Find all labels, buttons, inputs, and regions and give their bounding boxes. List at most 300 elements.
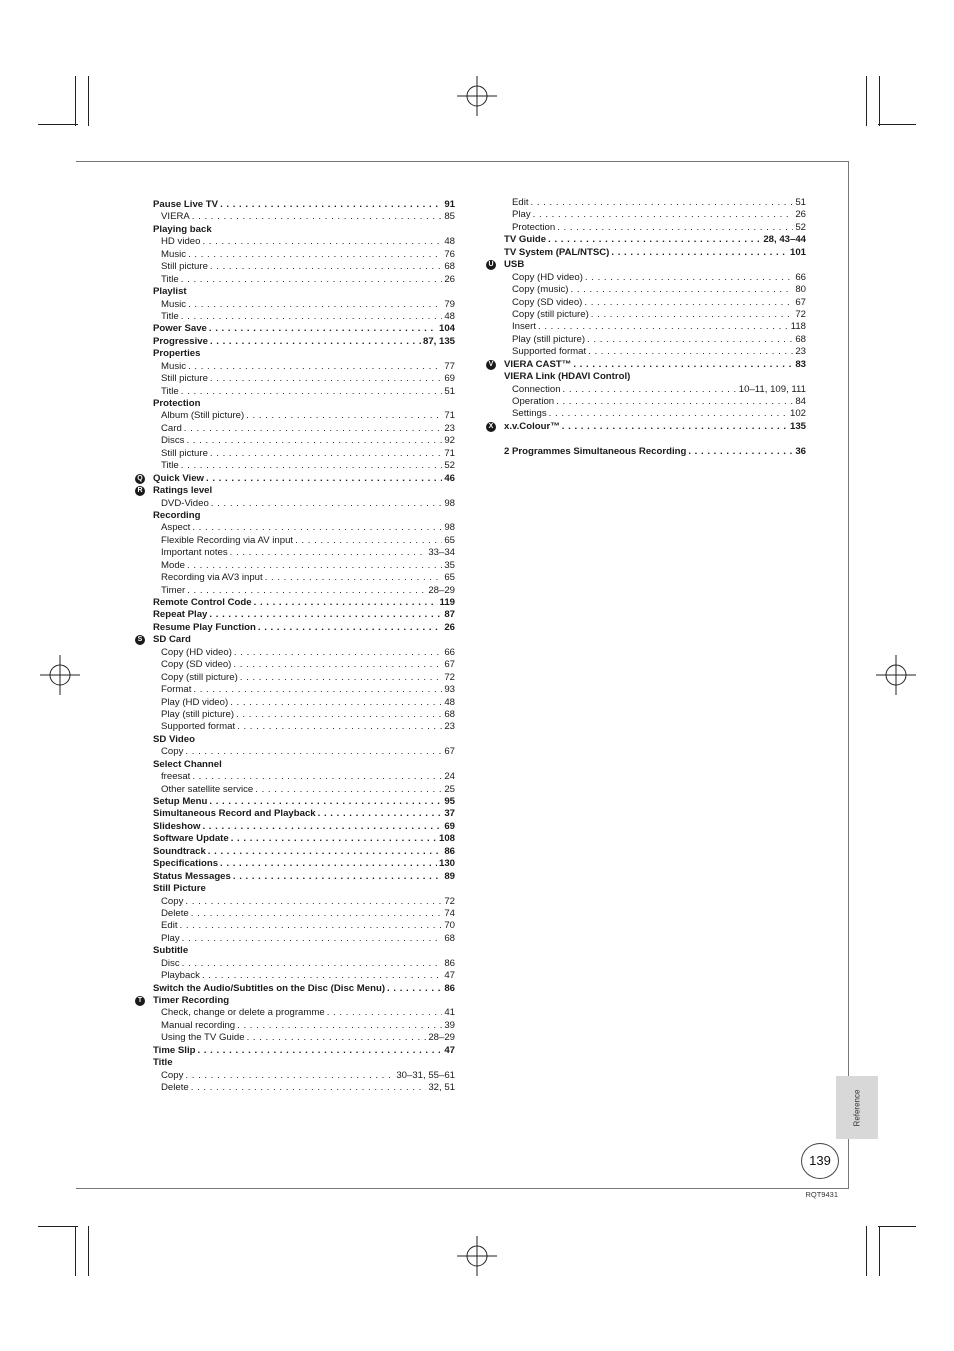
index-entry bbox=[504, 297, 806, 309]
index-page-ref: 130 bbox=[438, 858, 455, 870]
index-page-ref: 72 bbox=[444, 895, 455, 907]
leader-dots bbox=[197, 1045, 442, 1057]
index-page-ref: 68 bbox=[444, 708, 455, 720]
index-entry bbox=[488, 259, 806, 271]
leader-dots bbox=[188, 299, 442, 311]
index-entry bbox=[153, 1020, 455, 1032]
leader-dots bbox=[236, 709, 442, 721]
index-page-ref: 51 bbox=[795, 197, 806, 208]
page-frame-top bbox=[76, 161, 849, 162]
section-tab bbox=[836, 1076, 878, 1139]
index-page-ref: 68 bbox=[795, 333, 806, 345]
index-page-ref: 80 bbox=[795, 284, 806, 296]
index-entry bbox=[504, 247, 806, 259]
index-term: Aspect bbox=[161, 522, 191, 534]
index-entry bbox=[488, 358, 806, 371]
index-term: TV System (PAL/NTSC) bbox=[504, 246, 610, 258]
index-term: Card bbox=[161, 422, 182, 434]
index-term: Supported format bbox=[161, 721, 236, 733]
index-entry bbox=[153, 336, 455, 348]
leader-dots bbox=[557, 222, 793, 234]
index-term: freesat bbox=[161, 771, 191, 783]
index-page-ref: 86 bbox=[444, 982, 455, 994]
index-term: Copy bbox=[161, 746, 184, 758]
index-page-ref: 84 bbox=[795, 396, 806, 407]
index-term: Protection bbox=[512, 221, 556, 233]
index-term: Playback bbox=[161, 970, 200, 982]
index-term: Properties bbox=[153, 348, 201, 360]
document-code: RQT9431 bbox=[805, 1190, 838, 1199]
index-term: Music bbox=[161, 298, 187, 310]
index-term: Operation bbox=[512, 396, 555, 407]
index-page-ref: 69 bbox=[444, 820, 455, 832]
leader-dots bbox=[549, 408, 788, 420]
leader-dots bbox=[185, 896, 442, 908]
index-page-ref: 119 bbox=[439, 597, 455, 608]
index-term: Ratings level bbox=[153, 485, 213, 497]
index-term: Flexible Recording via AV input bbox=[161, 534, 294, 546]
index-entry bbox=[153, 535, 455, 547]
index-page-ref: 23 bbox=[444, 721, 455, 733]
index-entry bbox=[153, 1045, 455, 1057]
index-term: Switch the Audio/Subtitles on the Disc (Disc Menu) bbox=[153, 982, 386, 994]
index-entry bbox=[504, 284, 806, 296]
index-term: Time Slip bbox=[153, 1044, 196, 1056]
index-page-ref: 101 bbox=[789, 246, 806, 258]
index-term: Play bbox=[512, 209, 531, 221]
leader-dots bbox=[254, 597, 438, 609]
leader-dots bbox=[191, 908, 443, 920]
index-page-ref: 47 bbox=[444, 970, 455, 982]
index-term: Copy bbox=[161, 895, 184, 907]
index-term: TV Guide bbox=[504, 234, 547, 246]
index-entry bbox=[504, 197, 806, 209]
leader-dots bbox=[233, 871, 442, 883]
index-entry bbox=[153, 858, 455, 870]
index-term: 2 Programmes Simultaneous Recording bbox=[504, 445, 687, 457]
leader-dots bbox=[573, 359, 793, 371]
index-entry bbox=[153, 833, 455, 845]
index-term: Simultaneous Record and Playback bbox=[153, 808, 316, 820]
index-entry bbox=[153, 746, 455, 758]
index-entry bbox=[153, 386, 455, 398]
index-term: Select Channel bbox=[153, 758, 222, 770]
index-term: Delete bbox=[161, 907, 189, 919]
leader-dots bbox=[265, 572, 443, 584]
index-page-ref: 47 bbox=[444, 1044, 455, 1056]
index-page-ref: 65 bbox=[444, 534, 455, 546]
index-entry bbox=[153, 784, 455, 796]
index-entry bbox=[504, 234, 806, 246]
leader-dots bbox=[188, 249, 442, 261]
leader-dots bbox=[531, 197, 794, 209]
index-page-ref: 86 bbox=[444, 845, 455, 857]
index-entry bbox=[153, 796, 455, 808]
leader-dots bbox=[185, 746, 442, 758]
index-term: Still Picture bbox=[153, 883, 206, 895]
leader-dots bbox=[220, 858, 437, 870]
index-entry bbox=[153, 659, 455, 671]
leader-dots bbox=[193, 684, 442, 696]
leader-dots bbox=[182, 933, 443, 945]
leader-dots bbox=[209, 323, 437, 335]
page-frame-bottom bbox=[76, 1188, 849, 1189]
section-letter-icon: T bbox=[135, 996, 145, 1006]
index-term: Copy (HD video) bbox=[512, 271, 583, 283]
registration-mark-icon bbox=[457, 1236, 497, 1276]
index-page-ref: 74 bbox=[444, 907, 455, 919]
index-term: Recording via AV3 input bbox=[161, 572, 263, 584]
index-page-ref: 67 bbox=[444, 659, 455, 671]
index-page-ref: 30–31, 55–61 bbox=[396, 1069, 455, 1081]
leader-dots bbox=[231, 833, 437, 845]
index-entry bbox=[153, 1057, 455, 1069]
index-term: Recording bbox=[153, 509, 201, 521]
crop-mark bbox=[88, 76, 89, 126]
index-term: Copy bbox=[161, 1069, 184, 1081]
section-tab-label: Reference bbox=[852, 1089, 862, 1126]
leader-dots bbox=[210, 373, 442, 385]
index-entry bbox=[153, 697, 455, 709]
leader-dots bbox=[591, 309, 794, 321]
index-entry bbox=[137, 995, 455, 1007]
index-entry bbox=[504, 309, 806, 321]
index-page-ref: 35 bbox=[444, 559, 455, 571]
index-entry bbox=[153, 585, 455, 597]
index-term: Soundtrack bbox=[153, 845, 206, 857]
leader-dots bbox=[209, 796, 442, 808]
index-entry bbox=[153, 672, 455, 684]
index-page-ref: 83 bbox=[795, 358, 806, 370]
index-entry bbox=[153, 896, 455, 908]
index-term: VIERA bbox=[161, 211, 190, 223]
leader-dots bbox=[208, 846, 443, 858]
index-term: Important notes bbox=[161, 547, 228, 559]
index-page-ref: 92 bbox=[444, 435, 455, 447]
crop-mark bbox=[878, 124, 916, 125]
index-page-ref: 33–34 bbox=[428, 547, 455, 559]
index-entry bbox=[153, 348, 455, 360]
section-letter-icon: S bbox=[135, 635, 145, 645]
registration-mark-icon bbox=[40, 655, 80, 695]
leader-dots bbox=[230, 547, 427, 559]
index-term: Manual recording bbox=[161, 1019, 236, 1031]
leader-dots bbox=[211, 498, 443, 510]
index-page-ref: 68 bbox=[444, 932, 455, 944]
index-entry bbox=[153, 211, 455, 223]
index-term: Pause Live TV bbox=[153, 199, 219, 210]
index-entry bbox=[153, 1032, 455, 1044]
leader-dots bbox=[202, 970, 442, 982]
index-term: Setup Menu bbox=[153, 796, 208, 807]
index-entry bbox=[153, 597, 455, 609]
leader-dots bbox=[258, 622, 442, 634]
crop-mark bbox=[38, 1226, 78, 1227]
index-page-ref: 70 bbox=[444, 920, 455, 932]
leader-dots bbox=[327, 1007, 443, 1019]
index-entry bbox=[504, 446, 806, 458]
index-page-ref: 67 bbox=[444, 746, 455, 758]
index-term: Copy (music) bbox=[512, 284, 569, 296]
index-page-ref: 87, 135 bbox=[422, 335, 455, 347]
leader-dots bbox=[191, 1082, 427, 1094]
index-entry bbox=[153, 299, 455, 311]
index-entry bbox=[153, 622, 455, 634]
leader-dots bbox=[533, 209, 794, 221]
index-page-ref: 32, 51 bbox=[428, 1082, 455, 1094]
leader-dots bbox=[192, 771, 442, 783]
index-term: Edit bbox=[512, 197, 529, 208]
index-entry bbox=[153, 522, 455, 534]
leader-dots bbox=[187, 560, 442, 572]
crop-mark bbox=[879, 76, 880, 126]
page-number: 139 bbox=[801, 1143, 839, 1179]
leader-dots bbox=[588, 346, 793, 358]
index-entry bbox=[504, 346, 806, 358]
index-term: Settings bbox=[512, 408, 547, 420]
index-entry bbox=[153, 410, 455, 422]
index-entry bbox=[153, 199, 455, 211]
index-term: Copy (HD video) bbox=[161, 646, 232, 658]
index-term: Resume Play Function bbox=[153, 621, 256, 633]
index-term: Title bbox=[153, 1057, 173, 1069]
leader-dots bbox=[234, 647, 442, 659]
index-page-ref: 48 bbox=[444, 696, 455, 708]
leader-dots bbox=[563, 384, 737, 396]
index-entry bbox=[153, 871, 455, 883]
index-term: Still picture bbox=[161, 261, 208, 273]
index-page-ref: 72 bbox=[444, 671, 455, 683]
index-page-ref: 23 bbox=[444, 422, 455, 434]
index-page-ref: 108 bbox=[438, 833, 455, 845]
index-term: Copy (still picture) bbox=[512, 308, 589, 320]
index-term: Status Messages bbox=[153, 870, 231, 882]
index-term: Progressive bbox=[153, 335, 208, 347]
leader-dots bbox=[237, 721, 442, 733]
index-entry bbox=[153, 920, 455, 932]
index-page-ref: 26 bbox=[795, 209, 806, 221]
index-term: Remote Control Code bbox=[153, 597, 252, 608]
index-entry bbox=[153, 821, 455, 833]
index-page-ref: 79 bbox=[444, 298, 455, 310]
leader-dots bbox=[182, 958, 443, 970]
index-term: Specifications bbox=[153, 858, 219, 870]
index-page-ref: 66 bbox=[444, 646, 455, 658]
leader-dots bbox=[181, 274, 443, 286]
leader-dots bbox=[185, 1070, 394, 1082]
index-page-ref: 10–11, 109, 111 bbox=[738, 383, 806, 395]
index-term: USB bbox=[504, 259, 525, 271]
crop-mark bbox=[879, 1226, 880, 1276]
crop-mark bbox=[866, 76, 867, 126]
index-page-ref: 25 bbox=[444, 783, 455, 795]
registration-mark-icon bbox=[457, 76, 497, 116]
index-page-ref: 72 bbox=[795, 308, 806, 320]
index-entry bbox=[153, 236, 455, 248]
index-term: Using the TV Guide bbox=[161, 1032, 245, 1044]
index-term: Insert bbox=[512, 321, 536, 333]
crop-mark bbox=[88, 1226, 89, 1276]
index-entry bbox=[504, 209, 806, 221]
leader-dots bbox=[562, 421, 788, 433]
index-page-ref: 76 bbox=[444, 248, 455, 260]
crop-mark bbox=[866, 1226, 867, 1276]
leader-dots bbox=[230, 697, 442, 709]
leader-dots bbox=[210, 336, 421, 348]
index-term: Disc bbox=[161, 957, 180, 969]
leader-dots bbox=[181, 460, 443, 472]
index-entry bbox=[153, 684, 455, 696]
index-entry bbox=[153, 958, 455, 970]
index-page-ref: 28–29 bbox=[428, 1032, 455, 1044]
index-page-ref: 71 bbox=[444, 410, 455, 422]
index-term: Discs bbox=[161, 435, 185, 447]
index-entry bbox=[153, 908, 455, 920]
leader-dots bbox=[611, 247, 788, 259]
index-entry bbox=[153, 734, 455, 746]
index-page-ref: 26 bbox=[444, 621, 455, 633]
index-term: Slideshow bbox=[153, 820, 201, 832]
index-page-ref: 67 bbox=[795, 296, 806, 308]
section-letter-icon: R bbox=[135, 486, 145, 496]
index-column-right bbox=[488, 197, 806, 458]
index-page-ref: 46 bbox=[444, 472, 455, 484]
leader-dots bbox=[188, 361, 442, 373]
index-page-ref: 26 bbox=[444, 273, 455, 285]
leader-dots bbox=[237, 1020, 442, 1032]
index-page-ref: 37 bbox=[444, 808, 455, 820]
leader-dots bbox=[192, 211, 443, 223]
leader-dots bbox=[210, 261, 442, 273]
leader-dots bbox=[180, 920, 443, 932]
index-term: Play (HD video) bbox=[161, 696, 229, 708]
index-term: Timer bbox=[161, 584, 186, 596]
leader-dots bbox=[184, 423, 443, 435]
index-entry bbox=[153, 609, 455, 621]
index-entry bbox=[153, 286, 455, 298]
index-entry bbox=[153, 933, 455, 945]
index-entry bbox=[153, 709, 455, 721]
index-term: Playing back bbox=[153, 223, 212, 235]
index-term: Edit bbox=[161, 920, 178, 932]
section-letter-icon: Q bbox=[135, 474, 145, 484]
index-entry bbox=[153, 1082, 455, 1094]
index-entry bbox=[153, 249, 455, 261]
section-letter-icon: V bbox=[486, 360, 496, 370]
index-term: Title bbox=[161, 385, 179, 397]
index-page-ref: 77 bbox=[444, 360, 455, 372]
index-entry bbox=[488, 420, 806, 433]
index-entry bbox=[153, 647, 455, 659]
index-column-left bbox=[137, 199, 455, 1095]
index-entry bbox=[153, 759, 455, 771]
leader-dots bbox=[233, 659, 442, 671]
index-entry bbox=[504, 408, 806, 420]
index-entry bbox=[137, 485, 455, 497]
index-entry bbox=[504, 334, 806, 346]
index-page-ref: 68 bbox=[444, 261, 455, 273]
index-page-ref: 135 bbox=[789, 420, 806, 432]
index-entry bbox=[153, 808, 455, 820]
index-term: Title bbox=[161, 460, 179, 472]
index-term: Copy (still picture) bbox=[161, 671, 238, 683]
leader-dots bbox=[538, 321, 789, 333]
leader-dots bbox=[181, 311, 443, 323]
index-term: x.v.Colour™ bbox=[504, 420, 560, 432]
index-term: Supported format bbox=[512, 346, 587, 358]
index-entry bbox=[504, 272, 806, 284]
index-term: Play (still picture) bbox=[512, 333, 586, 345]
index-term: Still picture bbox=[161, 447, 208, 459]
leader-dots bbox=[246, 410, 442, 422]
index-entry bbox=[153, 224, 455, 236]
index-entry bbox=[153, 970, 455, 982]
index-page-ref: 69 bbox=[444, 373, 455, 385]
index-entry bbox=[153, 361, 455, 373]
index-entry bbox=[153, 274, 455, 286]
leader-dots bbox=[584, 297, 793, 309]
leader-dots bbox=[202, 236, 442, 248]
leader-dots bbox=[548, 234, 761, 246]
index-entry bbox=[153, 945, 455, 957]
leader-dots bbox=[220, 199, 442, 211]
leader-dots bbox=[192, 522, 442, 534]
index-term: Other satellite service bbox=[161, 783, 254, 795]
index-term: Album (Still picture) bbox=[161, 410, 245, 422]
index-entry bbox=[153, 373, 455, 385]
leader-dots bbox=[210, 448, 442, 460]
index-entry bbox=[153, 423, 455, 435]
index-term: Music bbox=[161, 248, 187, 260]
index-entry bbox=[153, 846, 455, 858]
index-page-ref: 48 bbox=[444, 236, 455, 248]
leader-dots bbox=[688, 446, 793, 458]
index-page-ref: 86 bbox=[444, 957, 455, 969]
index-entry bbox=[153, 435, 455, 447]
index-term: Check, change or delete a programme bbox=[161, 1007, 325, 1019]
index-entry bbox=[153, 721, 455, 733]
index-page-ref: 102 bbox=[789, 408, 806, 420]
index-page-ref: 28, 43–44 bbox=[763, 234, 806, 246]
leader-dots bbox=[387, 983, 442, 995]
index-entry bbox=[153, 1070, 455, 1082]
leader-dots bbox=[556, 396, 793, 408]
leader-dots bbox=[255, 784, 442, 796]
index-entry bbox=[153, 311, 455, 323]
index-term: Copy (SD video) bbox=[161, 659, 232, 671]
index-page-ref: 23 bbox=[795, 346, 806, 358]
index-page-ref: 51 bbox=[444, 385, 455, 397]
index-entry bbox=[153, 261, 455, 273]
crop-mark bbox=[75, 76, 76, 126]
index-page-ref: 24 bbox=[444, 771, 455, 783]
index-page-ref: 66 bbox=[795, 271, 806, 283]
index-term: Protection bbox=[153, 398, 201, 409]
index-entry bbox=[153, 510, 455, 522]
index-page-ref: 98 bbox=[444, 497, 455, 509]
index-page-ref: 71 bbox=[444, 447, 455, 459]
leader-dots bbox=[295, 535, 442, 547]
index-page-ref: 98 bbox=[444, 522, 455, 534]
index-page-ref: 85 bbox=[444, 211, 455, 223]
index-entry bbox=[153, 771, 455, 783]
index-entry bbox=[153, 398, 455, 410]
index-term: Subtitle bbox=[153, 945, 189, 957]
leader-dots bbox=[318, 808, 443, 820]
index-page-ref: 41 bbox=[444, 1007, 455, 1019]
crop-mark bbox=[75, 1226, 76, 1276]
index-term: SD Card bbox=[153, 634, 191, 646]
